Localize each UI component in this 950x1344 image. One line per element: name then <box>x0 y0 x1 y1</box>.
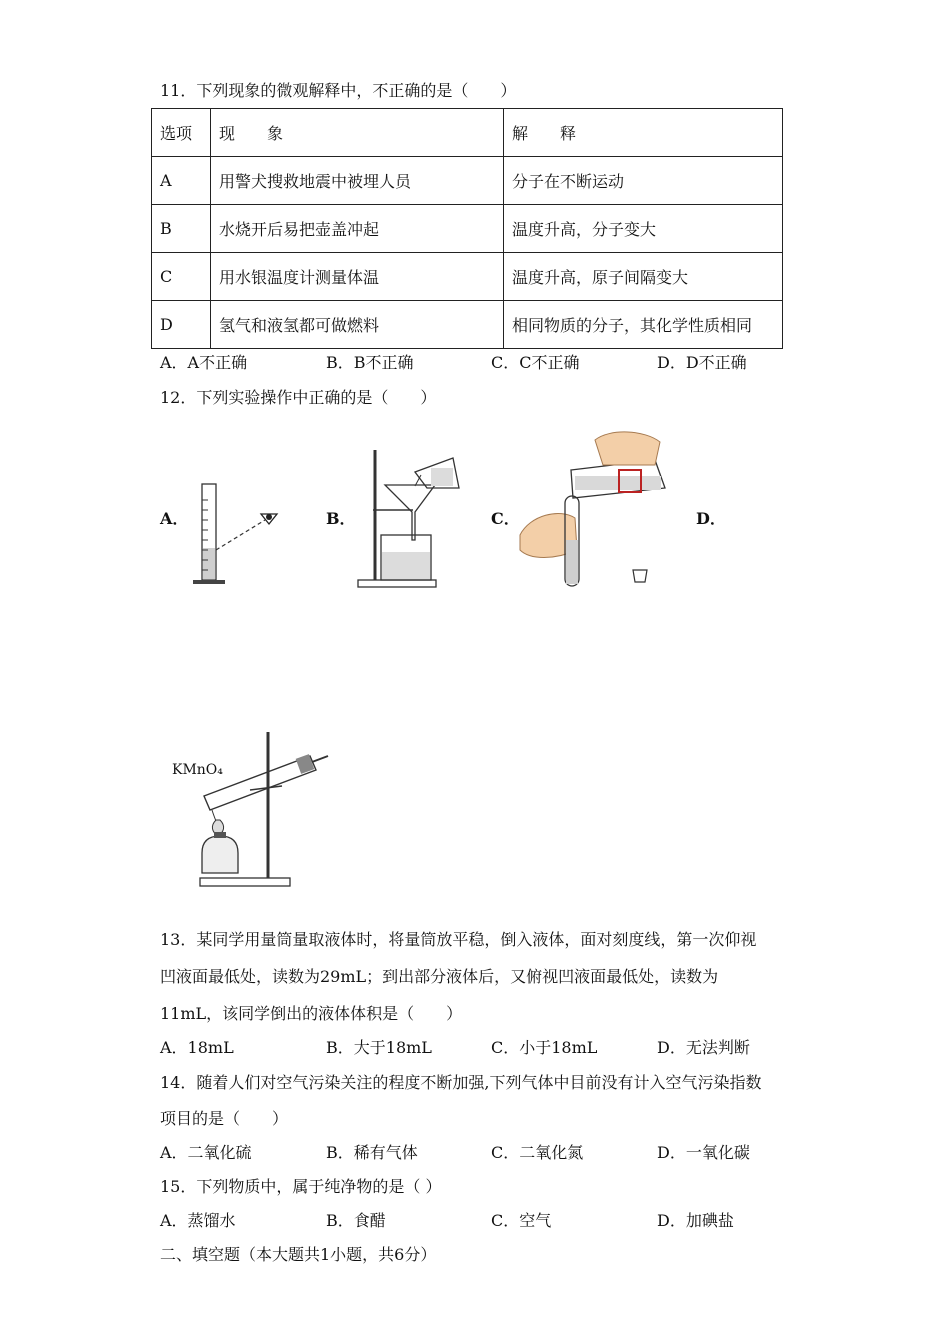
q11-stem: 11．下列现象的微观解释中，不正确的是（ ） <box>160 81 517 100</box>
q15-stem: 15．下列物质中，属于纯净物的是（ ） <box>160 1177 442 1196</box>
q12-stem: 12．下列实验操作中正确的是（ ） <box>160 388 437 407</box>
table-cell: 用警犬搜救地震中被埋人员 <box>211 157 504 205</box>
q13-line2: 凹液面最低处，读数为29mL；到出部分液体后，又俯视凹液面最低处，读数为 <box>160 967 719 986</box>
stopper-icon <box>633 570 647 582</box>
table-cell: D <box>152 301 211 349</box>
table-row <box>152 301 783 349</box>
table-header-cell: 选项 <box>152 109 211 157</box>
table-cell: B <box>152 205 211 253</box>
graduated-cylinder-figure <box>185 480 285 590</box>
option-a[interactable]: A．18mL <box>160 1038 234 1057</box>
q12-label-b[interactable]: B． <box>326 509 356 528</box>
q14-options <box>160 1140 800 1162</box>
table-row <box>152 253 783 301</box>
table-cell: C <box>152 253 211 301</box>
q11-table <box>151 108 783 349</box>
pouring-liquid-figure <box>515 420 675 590</box>
option-d[interactable]: D．无法判断 <box>657 1038 750 1057</box>
table-cell: 温度升高，分子变大 <box>504 205 783 253</box>
table-row <box>152 157 783 205</box>
table-header-row <box>152 109 783 157</box>
option-b[interactable]: B．稀有气体 <box>326 1143 418 1162</box>
kmno4-heating-figure <box>190 728 340 890</box>
option-c[interactable]: C．空气 <box>491 1211 552 1230</box>
table-header-cell: 现 象 <box>211 109 504 157</box>
q12-label-c[interactable]: C． <box>491 509 520 528</box>
option-a[interactable]: A．蒸馏水 <box>160 1211 236 1230</box>
q13-line3: 11mL，该同学倒出的液体体积是（ ） <box>160 1004 463 1023</box>
option-c[interactable]: C．C不正确 <box>491 353 580 372</box>
option-c[interactable]: C．小于18mL <box>491 1038 598 1057</box>
option-b[interactable]: B．B不正确 <box>326 353 414 372</box>
table-cell: 用水银温度计测量体温 <box>211 253 504 301</box>
table-cell: 氢气和液氢都可做燃料 <box>211 301 504 349</box>
table-cell: 分子在不断运动 <box>504 157 783 205</box>
table-row <box>152 205 783 253</box>
kmno4-label: KMnO₄ <box>172 762 223 778</box>
q12-label-d[interactable]: D． <box>696 509 726 528</box>
table-cell: 温度升高，原子间隔变大 <box>504 253 783 301</box>
table-cell: 水烧开后易把壶盖冲起 <box>211 205 504 253</box>
table-cell: 相同物质的分子，其化学性质相同 <box>504 301 783 349</box>
option-c[interactable]: C．二氧化氮 <box>491 1143 584 1162</box>
option-b[interactable]: B．食醋 <box>326 1211 386 1230</box>
option-b[interactable]: B．大于18mL <box>326 1038 432 1057</box>
option-d[interactable]: D．加碘盐 <box>657 1211 734 1230</box>
option-a[interactable]: A．A不正确 <box>160 353 248 372</box>
option-d[interactable]: D．一氧化碳 <box>657 1143 750 1162</box>
q14-line2: 项目的是（ ） <box>160 1109 289 1128</box>
table-cell: A <box>152 157 211 205</box>
table-header-cell: 解 释 <box>504 109 783 157</box>
q13-line1: 13．某同学用量筒量取液体时，将量筒放平稳，倒入液体，面对刻度线，第一次仰视 <box>160 930 757 949</box>
q15-options <box>160 1208 800 1230</box>
filtration-figure <box>355 440 475 590</box>
q11-options <box>160 350 800 372</box>
q13-options <box>160 1035 800 1057</box>
section-heading: 二、填空题（本大题共1小题，共6分） <box>160 1245 437 1264</box>
q12-label-a[interactable]: A． <box>160 509 189 528</box>
option-a[interactable]: A．二氧化硫 <box>160 1143 252 1162</box>
q14-line1: 14．随着人们对空气污染关注的程度不断加强,下列气体中目前没有计入空气污染指数 <box>160 1073 762 1092</box>
option-d[interactable]: D．D不正确 <box>657 353 747 372</box>
